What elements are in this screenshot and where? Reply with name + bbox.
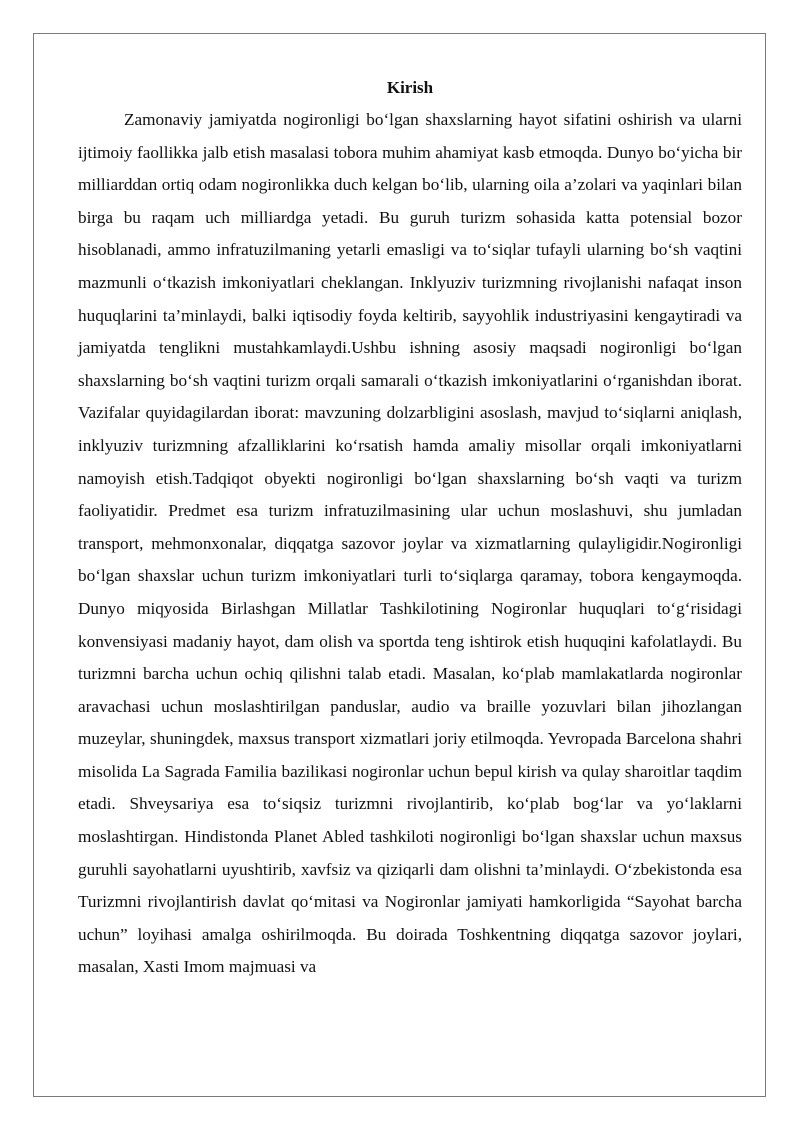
body-paragraph: Zamonaviy jamiyatda nogironligi bo‘lgan shaxslarning hayot sifatini oshirish va ularni ijtimoiy faollikka jalb etish masalasi tobora muhim ahamiyat kasb etmoqda. Dunyo bo‘yicha bir milliarddan ortiq odam nogironlikka duch kelgan bo‘lib, ularning oila a’zolari va yaqinlari bilan birga bu raqam uch milliardga yetadi. Bu guruh turizm sohasida katta potensial bozor hisoblanadi, ammo infratuzilmaning yetarli emasligi va to‘siqlar tufayli ularning bo‘sh vaqtini mazmunli o‘tkazish imkoniyatlari cheklangan. Inklyuziv turizmning rivojlanishi nafaqat inson huquqlarini ta’minlaydi, balki iqtisodiy foyda keltirib, sayyohlik industriyasini kengaytiradi va jamiyatda tenglikni mustahkamlaydi.Ushbu ishning asosiy maqsadi nogironligi bo‘lgan shaxslarning bo‘sh vaqtini turizm orqali samarali o‘tkazish imkoniyatlarini o‘rganishdan iborat. Vazifalar quyidagilardan iborat: mavzuning dolzarbligini asoslash, mavjud to‘siqlarni aniqlash, inklyuziv turizmning afzalliklarini ko‘rsatish hamda amaliy misollar orqali imkoniyatlarni namoyish etish.Tadqiqot obyekti nogironligi bo‘lgan shaxslarning bo‘sh vaqti va turizm faoliyatidir. Predmet esa turizm infratuzilmasining ular uchun moslashuvi, shu jumladan transport, mehmonxonalar, diqqatga sazovor joylar va xizmatlarning qulayligidir.Nogironligi bo‘lgan shaxslar uchun turizm imkoniyatlari turli to‘siqlarga qaramay, tobora kengaymoqda. Dunyo miqyosida Birlashgan Millatlar Tashkilotining Nogironlar huquqlari to‘g‘risidagi konvensiyasi madaniy hayot, dam olish va sportda teng ishtirok etish huquqini kafolatlaydi. Bu turizmni barcha uchun ochiq qilishni talab etadi. Masalan, ko‘plab mamlakatlarda nogironlar aravachasi uchun moslashtirilgan panduslar, audio va braille yozuvlari bilan jihozlangan muzeylar, shuningdek, maxsus transport xizmatlari joriy etilmoqda. Yevropada Barcelona shahri misolida La Sagrada Familia bazilikasi nogironlar uchun bepul kirish va qulay sharoitlar taqdim etadi. Shveysariya esa to‘siqsiz turizmni rivojlantirib, ko‘plab bog‘lar va yo‘laklarni moslashtirgan. Hindistonda Planet Abled tashkiloti nogironligi bo‘lgan shaxslar uchun maxsus guruhli sayohatlarni uyushtirib, xavfsiz va qiziqarli dam olishni ta’minlaydi. O‘zbekistonda esa Turizmni rivojlantirish davlat qo‘mitasi va Nogironlar jamiyati hamkorligida “Sayohat barcha uchun” loyihasi amalga oshirilmoqda. Bu doirada Toshkentning diqqatga sazovor joylari, masalan, Xasti Imom majmuasi va	[78, 110, 742, 977]
document-content	[78, 72, 742, 984]
document-title: Kirish	[386, 78, 434, 97]
